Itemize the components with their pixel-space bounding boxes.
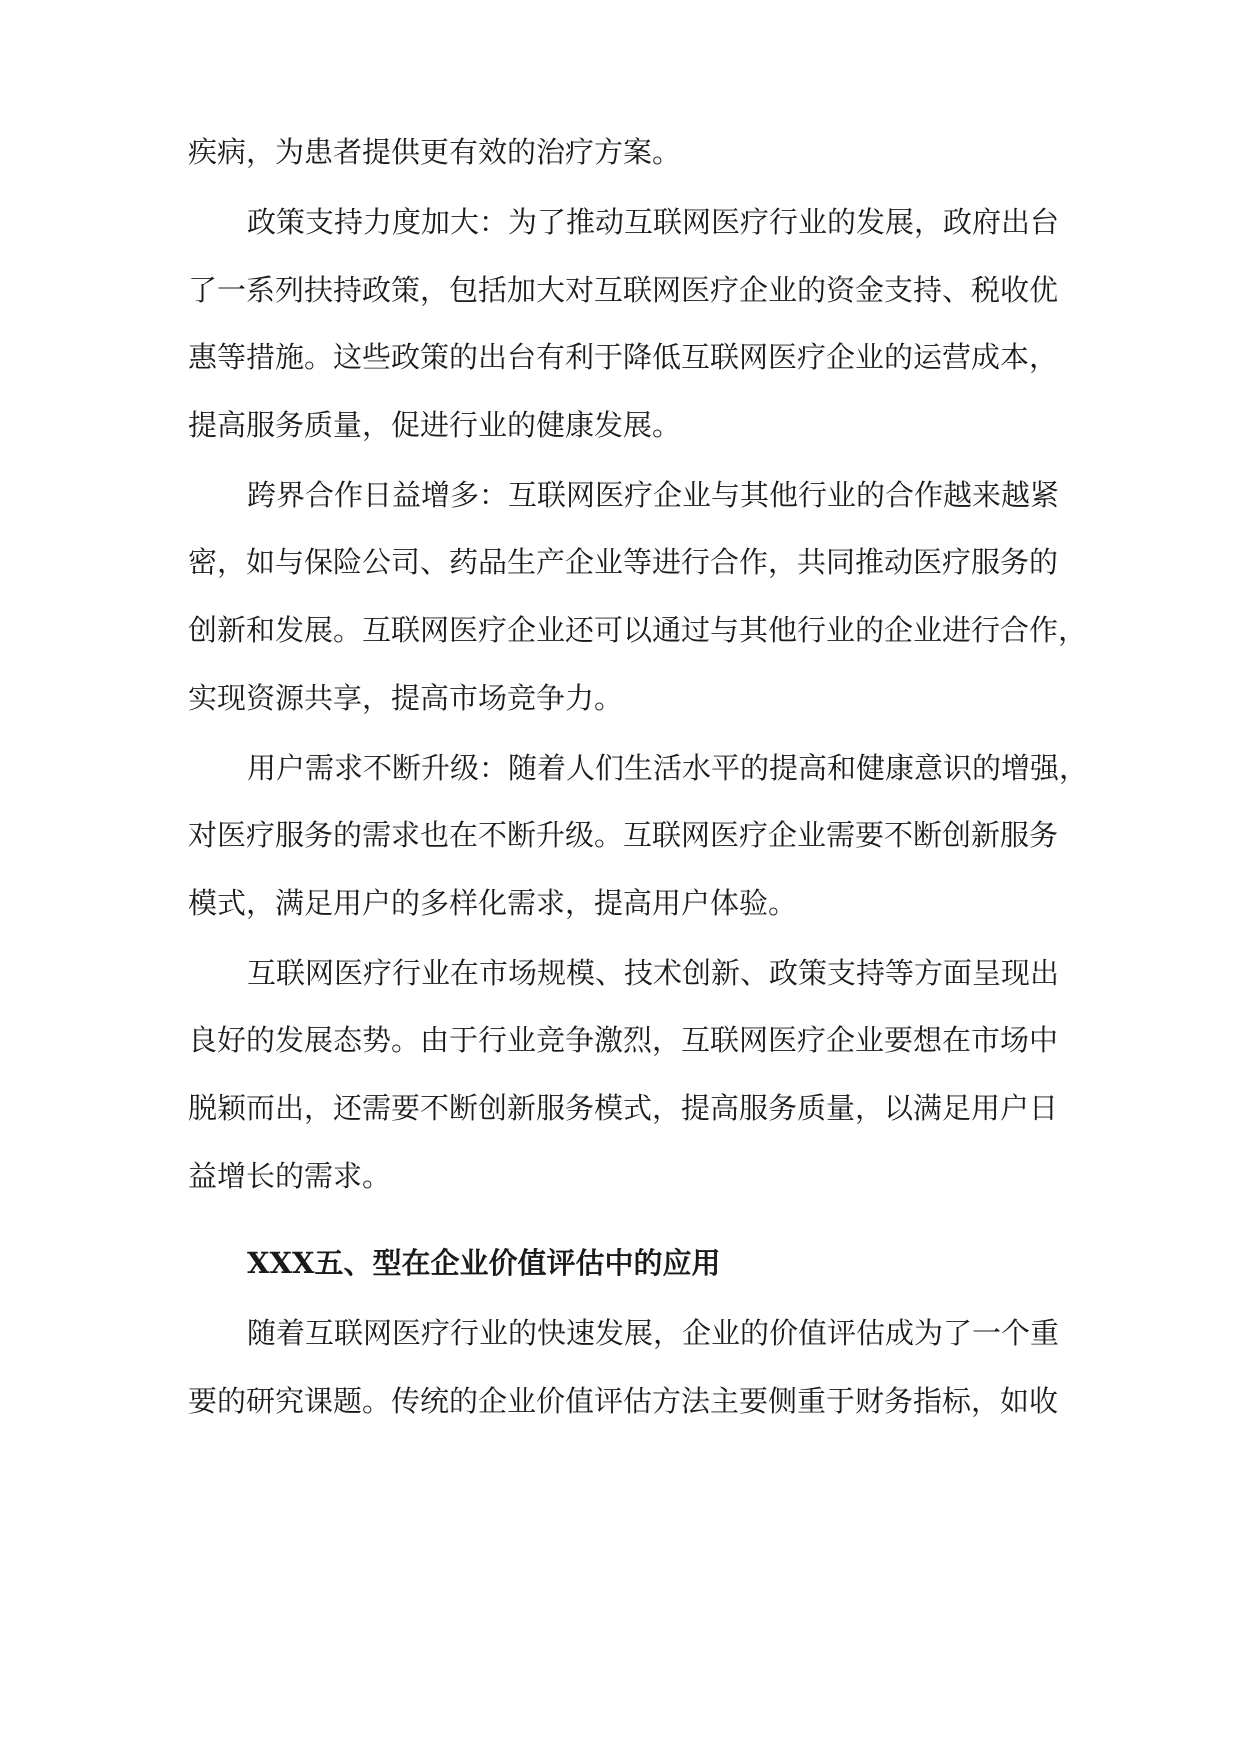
- paragraph-line: 了一系列扶持政策，包括加大对互联网医疗企业的资金支持、税收优: [188, 273, 1059, 307]
- paragraph-line: 跨界合作日益增多：互联网医疗企业与其他行业的合作越来越紧: [247, 478, 1060, 512]
- paragraph-line: 随着互联网医疗行业的快速发展，企业的价值评估成为了一个重: [247, 1316, 1060, 1350]
- paragraph-line: 模式，满足用户的多样化需求，提高用户体验。: [188, 886, 798, 920]
- paragraph-line: 益增长的需求。: [188, 1159, 392, 1193]
- paragraph-line: 政策支持力度加大：为了推动互联网医疗行业的发展，政府出台: [247, 205, 1060, 239]
- paragraph-line: 脱颖而出，还需要不断创新服务模式，提高服务质量，以满足用户日: [188, 1091, 1059, 1125]
- paragraph-line: 惠等措施。这些政策的出台有利于降低互联网医疗企业的运营成本，: [188, 340, 1059, 374]
- paragraph-line: 疾病，为患者提供更有效的治疗方案。: [188, 135, 682, 169]
- paragraph-line: 提高服务质量，促进行业的健康发展。: [188, 408, 682, 442]
- paragraph-line: 互联网医疗行业在市场规模、技术创新、政策支持等方面呈现出: [247, 956, 1060, 990]
- paragraph-line: 对医疗服务的需求也在不断升级。互联网医疗企业需要不断创新服务: [188, 818, 1059, 852]
- paragraph-line: 用户需求不断升级：随着人们生活水平的提高和健康意识的增强，: [247, 751, 1089, 785]
- paragraph-line: 实现资源共享，提高市场竞争力。: [188, 681, 624, 715]
- paragraph-line: 良好的发展态势。由于行业竞争激烈，互联网医疗企业要想在市场中: [188, 1023, 1059, 1057]
- paragraph-line: 要的研究课题。传统的企业价值评估方法主要侧重于财务指标，如收: [188, 1384, 1059, 1418]
- paragraph-line: 密，如与保险公司、药品生产企业等进行合作，共同推动医疗服务的: [188, 545, 1059, 579]
- paragraph-line: 创新和发展。互联网医疗企业还可以通过与其他行业的企业进行合作，: [188, 613, 1088, 647]
- section-heading: XXX五、型在企业价值评估中的应用: [247, 1246, 721, 1280]
